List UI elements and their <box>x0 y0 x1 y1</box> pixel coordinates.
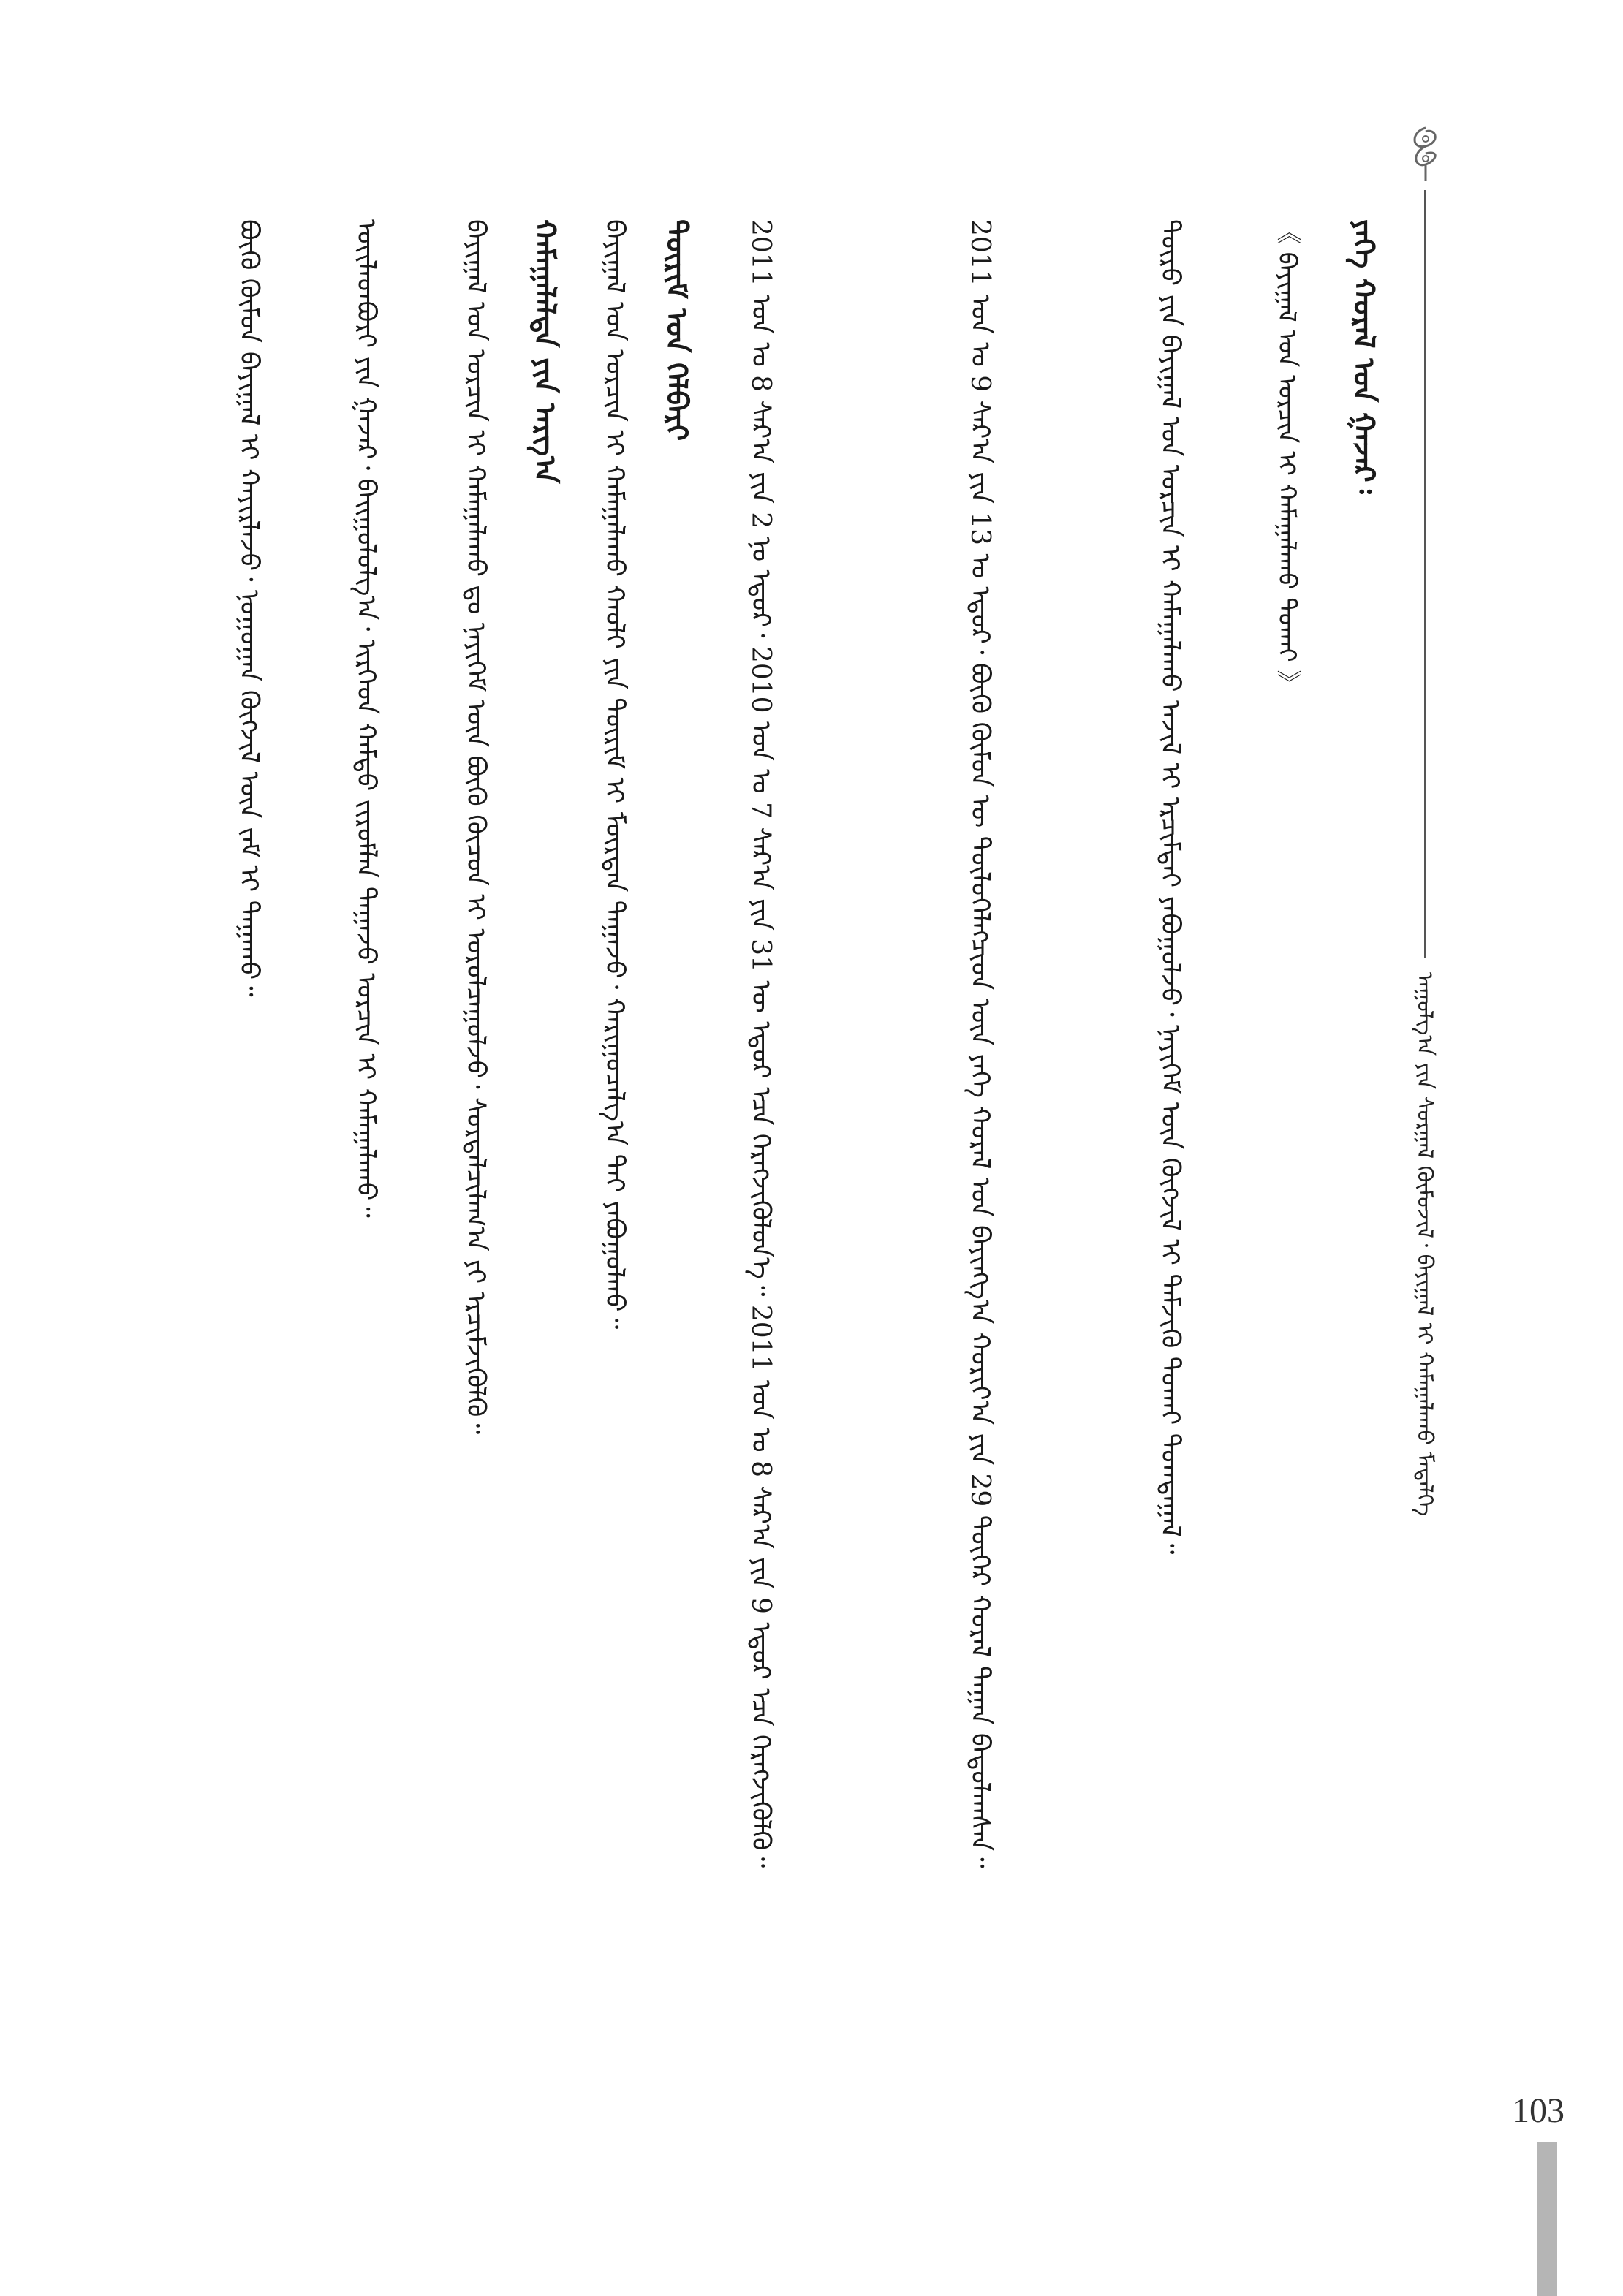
paragraph: ᠪᠦᠬᠦ ᠬᠦᠮᠦᠨ ᠪᠠᠶᠢᠭᠠᠯ ᠢ ᠬᠠᠶᠢᠷᠯᠠᠵᠤ᠂ ᠨᠣᠭᠤᠭᠠᠨ ᠬᠥᠭᠵᠢᠯ ᠦᠨ ᠵᠠᠮ ᠢ ᠳᠠᠭᠠᠬᠤ᠃ <box>234 219 264 997</box>
paragraph: 2011 ᠣᠨ ᠤ 9 ᠰᠠᠷ᠎ᠠ ᠶᠢᠨ 13 ᠤ ᠡᠳᠦᠷ᠂ ᠪᠦᠬᠦ ᠬᠦᠮᠦᠨ ᠦ ᠲᠥᠯᠦᠭᠡᠯᠡᠭᠴᠢᠳ ᠦᠨ ᠶᠡᠬᠡ ᠬᠤᠷᠠᠯ ᠤᠨ ᠪᠠᠶᠢᠩᠭ᠎ᠠ ᠬᠣᠷᠢᠶ᠎ᠠ ᠶᠢᠨ 29 ᠳᠦᠭᠡᠷ ᠬᠤᠷᠠᠯ ᠳᠠᠭᠠᠨ ᠪᠠᠲᠤᠯᠠᠭᠰᠠᠨ᠃ <box>965 219 995 1868</box>
paragraph: ᠪᠠᠶᠢᠭᠠᠯ ᠤᠨ ᠣᠷᠴᠢᠨ ᠢ ᠬᠠᠮᠠᠭᠠᠯᠠᠬᠤ ᠬᠠᠤᠯᠢ ᠶᠢᠨ ᠳᠦᠷᠢᠮ ᠢ ᠮᠥᠷᠳᠡᠨ ᠳᠠᠭᠠᠵᠤ᠂ ᠬᠠᠷᠢᠭᠤᠴᠠᠯᠭ᠎ᠠ ᠲᠠᠢ ᠶᠠᠪᠤᠭᠤᠯᠬᠤ᠃ <box>599 219 629 1330</box>
page-edge-tab <box>1537 2142 1557 2296</box>
paragraph: ᠦᠢᠯᠡᠳᠪᠦᠷᠢ ᠶᠢᠨ ᠭᠠᠵᠠᠷ᠂ ᠪᠠᠢᠭᠤᠯᠤᠯᠭ᠎ᠠ᠂ ᠢᠷᠭᠡᠳ ᠬᠠᠮᠲᠤ ᠵᠢᠷᠤᠮᠯᠠᠨ ᠳᠠᠭᠠᠵᠤ ᠣᠷᠴᠢᠨ ᠢ ᠬᠠᠮᠠᠭᠠᠯᠠᠬᠤ᠃ <box>351 219 381 1218</box>
running-title: ᠠᠭᠤᠯᠭ᠎ᠠ ᠶᠢᠨ ᠰᠤᠷᠭᠠᠯ ᠬᠦᠮᠦᠵᠢᠯ᠂ ᠪᠠᠶᠢᠭᠠᠯ ᠢ ᠬᠠᠮᠠᠭᠠᠯᠠᠬᠤ ᠮᠡᠳᠡᠯᠭᠡ <box>1412 972 1437 1517</box>
paragraph: 2011 ᠣᠨ ᠤ 8 ᠰᠠᠷ᠎ᠠ ᠶᠢᠨ 2 ᠨᠤ ᠡᠳᠦᠷ᠂ 2010 ᠣᠨ ᠤ 7 ᠰᠠᠷ᠎ᠠ ᠶᠢᠨ 31 ᠦ ᠡᠳᠦᠷ ᠡᠴᠡ ᠬᠡᠷᠡᠭᠵᠢᠭᠦᠯᠦᠨ᠎ᠡ᠃ 2011 ᠣᠨ ᠤ 8 ᠰᠠᠷ᠎ᠠ ᠶᠢᠨ 9 ᠡᠳᠦᠷ ᠡᠴᠡ ᠬᠡᠷᠡᠭᠵᠢᠭᠦᠯᠬᠦ᠃ <box>746 219 776 1868</box>
main-text <box>183 219 1440 2134</box>
paragraph: ᠪᠠᠶᠢᠭᠠᠯ ᠤᠨ ᠣᠷᠴᠢᠨ ᠢ ᠬᠠᠮᠠᠭᠠᠯᠠᠬᠤ ᠳᠤ ᠨᠡᠶᠢᠭᠡᠮ ᠦᠨ ᠪᠦᠬᠦ ᠬᠦᠴᠦᠨ ᠢ ᠣᠷᠣᠯᠴᠠᠭᠤᠯᠵᠤ᠂ ᠰᠤᠷᠲᠠᠯᠴᠢᠯᠠᠭ᠎ᠠ ᠶᠢ ᠡᠷᠴᠢᠮᠵᠢᠭᠦᠯᠬᠦ᠃ <box>461 219 491 1435</box>
section-heading: ᠬᠠᠮᠠᠭᠠᠯᠠᠯᠲᠠ ᠶᠢᠨ ᠠᠷᠭ᠎ᠠ <box>528 219 562 484</box>
section-quote: 《 ᠪᠠᠶᠢᠭᠠᠯ ᠤᠨ ᠣᠷᠴᠢᠨ ᠢ ᠬᠠᠮᠠᠭᠠᠯᠠᠬᠤ ᠲᠤᠬᠠᠢ 》 <box>1272 219 1301 695</box>
section-heading: ᠳᠦᠷᠢᠮ ᠤᠨ ᠬᠡᠯᠪᠡᠷᠢ <box>659 219 694 442</box>
page-number: 103 <box>1512 2091 1565 2130</box>
paragraph: ᠲᠥᠷᠥ ᠶᠢᠨ ᠪᠠᠶᠢᠭᠠᠯ ᠤᠨ ᠣᠷᠴᠢᠨ ᠢ ᠬᠠᠮᠠᠭᠠᠯᠠᠬᠤ ᠠᠵᠢᠯ ᠢ ᠡᠷᠴᠢᠮᠳᠡᠢ ᠶᠠᠪᠤᠭᠤᠯᠵᠤ᠂ ᠨᠡᠶᠢᠭᠡᠮ ᠦᠨ ᠬᠥᠭᠵᠢᠯ ᠢ ᠳᠡᠮᠵᠢᠬᠦ ᠲᠤᠬᠠᠢ ᠲᠣᠭᠲᠠᠭᠠᠯ᠃ <box>1155 219 1185 1555</box>
ornament-icon <box>1404 124 1448 183</box>
section-heading: ᠶᠡᠬᠡ ᠬᠤᠷᠠᠯ ᠤᠨ ᠭᠠᠵᠠᠷ᠄ <box>1347 219 1381 494</box>
